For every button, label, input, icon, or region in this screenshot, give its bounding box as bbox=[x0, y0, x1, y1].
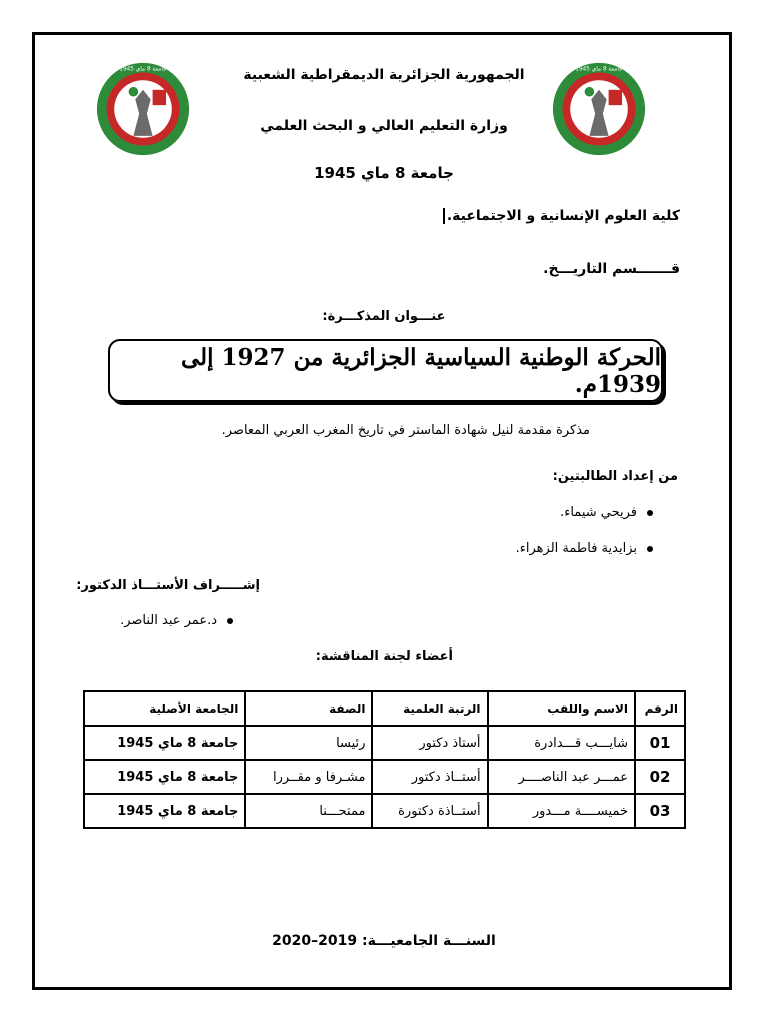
jury-table bbox=[83, 690, 686, 829]
student-name: فريحي شيماء. bbox=[560, 505, 637, 520]
table-header-cell: الاسم واللقب bbox=[488, 691, 635, 726]
table-cell: مشـرفا و مقــررا bbox=[245, 760, 372, 794]
table-cell: أستــاذة دكتورة bbox=[372, 794, 487, 828]
table-cell: 01 bbox=[635, 726, 685, 760]
table-cell: 03 bbox=[635, 794, 685, 828]
table-cell: رئيسا bbox=[245, 726, 372, 760]
logo-top-text: جامعة 8 ماي 1945 bbox=[119, 66, 167, 73]
table-cell: أستــاذ دكتور bbox=[372, 760, 487, 794]
table-header-cell: الصفة bbox=[245, 691, 372, 726]
table-row bbox=[84, 726, 685, 760]
supervisor-label: إشـــــراف الأستـــاذ الدكتور: bbox=[76, 578, 260, 593]
ministry-heading: وزارة التعليم العالي و البحث العلمي bbox=[260, 118, 508, 134]
table-header-row bbox=[84, 691, 685, 726]
bullet-icon bbox=[227, 618, 233, 624]
table-row bbox=[84, 760, 685, 794]
table-header-cell: الجامعة الأصلية bbox=[84, 691, 245, 726]
bullet-icon bbox=[647, 546, 653, 552]
thesis-title-box bbox=[108, 339, 663, 402]
thesis-title-label: عنـــوان المذكـــرة: bbox=[322, 309, 446, 324]
students-label: من إعداد الطالبتين: bbox=[552, 469, 678, 484]
student-item bbox=[560, 505, 653, 520]
table-cell: 02 bbox=[635, 760, 685, 794]
table-cell: عمـــر عبد الناصــــر bbox=[488, 760, 635, 794]
table-cell: شايـــب قـــدادرة bbox=[488, 726, 635, 760]
supervisor-item bbox=[120, 613, 233, 628]
bullet-icon bbox=[647, 510, 653, 516]
table-header-cell: الرقم bbox=[635, 691, 685, 726]
academic-year: السنـــة الجامعيـــة: 2019–2020 bbox=[272, 933, 496, 949]
table-header-cell: الرتبة العلمية bbox=[372, 691, 487, 726]
department-name: قـــــــسم التاريـــخ. bbox=[543, 261, 680, 277]
table-cell: جامعة 8 ماي 1945 bbox=[84, 760, 245, 794]
table-cell: ممتحـــنا bbox=[245, 794, 372, 828]
student-name: بزايدية فاطمة الزهراء. bbox=[515, 541, 637, 556]
supervisor-name: د.عمر عبد الناصر. bbox=[120, 613, 217, 628]
table-cell: أستاذ دكتور bbox=[372, 726, 487, 760]
student-item bbox=[516, 541, 653, 556]
logo-top-text: جامعة 8 ماي 1945 bbox=[575, 66, 623, 73]
faculty-name: كلية العلوم الإنسانية و الاجتماعية. bbox=[443, 208, 680, 224]
table-row bbox=[84, 794, 685, 828]
university-heading: جامعة 8 ماي 1945 bbox=[314, 164, 454, 182]
thesis-description: مذكرة مقدمة لنيل شهادة الماستر في تاريخ المغرب العربي المعاصر. bbox=[221, 423, 590, 438]
table-cell: خميســــة مـــدور bbox=[488, 794, 635, 828]
thesis-title: الحركة الوطنية السياسية الجزائرية من 1927 إلى 1939م. bbox=[180, 343, 661, 398]
table-cell: جامعة 8 ماي 1945 bbox=[84, 794, 245, 828]
republic-heading: الجمهورية الجزائرية الديمقراطية الشعبية bbox=[243, 67, 525, 83]
table-cell: جامعة 8 ماي 1945 bbox=[84, 726, 245, 760]
jury-label: أعضاء لجنة المناقشة: bbox=[315, 649, 453, 664]
